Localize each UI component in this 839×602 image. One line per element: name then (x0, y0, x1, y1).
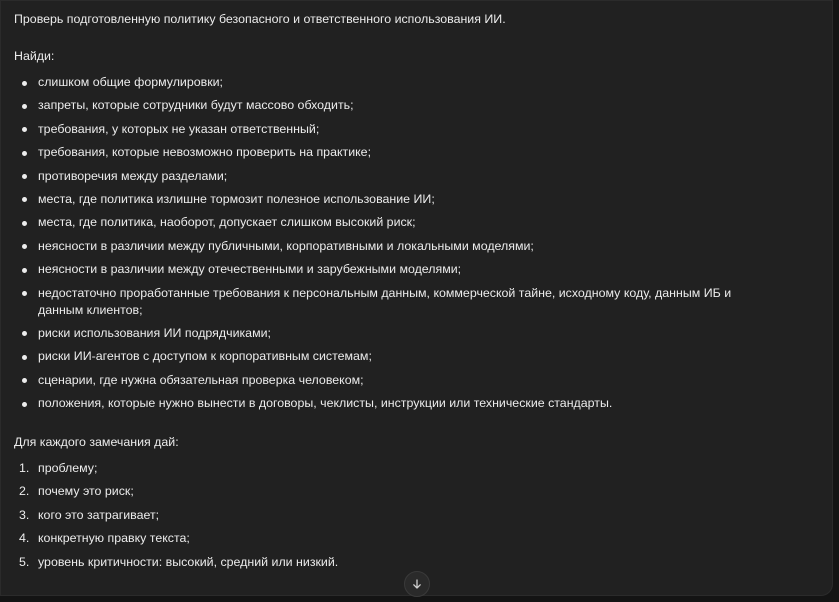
intro-text: Проверь подготовленную политику безопасного и ответственного использования ИИ. (14, 12, 506, 26)
each-list-item (14, 530, 814, 547)
find-list-item (14, 121, 814, 138)
find-list-item (14, 168, 814, 185)
bullet-icon (22, 268, 27, 273)
find-list-item (14, 348, 814, 365)
find-list-item (14, 97, 814, 114)
each-list-item (14, 483, 814, 500)
find-list-item (14, 372, 814, 389)
arrow-down-icon (411, 578, 423, 590)
find-item-text: требования, которые невозможно проверить на практике; (38, 145, 372, 160)
find-list-item (14, 285, 814, 319)
bullet-icon (22, 378, 27, 383)
find-item-text: неясности в различии между публичными, корпоративными и локальными моделями; (38, 238, 534, 253)
find-item-text: неясности в различии между отечественными и зарубежными моделями; (38, 262, 462, 277)
find-item-text: слишком общие формулировки; (38, 75, 223, 89)
find-list-item (14, 395, 814, 412)
find-item-text: риски использования ИИ подрядчиками; (38, 325, 271, 340)
bullet-icon (22, 221, 27, 226)
each-item-text: уровень критичности: высокий, средний или низкий. (38, 554, 339, 569)
each-item-text: конкретную правку текста; (38, 531, 190, 546)
find-item-text: требования, у которых не указан ответственный; (38, 121, 320, 136)
bullet-icon (22, 244, 27, 249)
bullet-icon (22, 151, 27, 156)
bullet-icon (22, 355, 27, 360)
find-list-item (14, 191, 814, 208)
each-list (14, 460, 814, 571)
bullet-icon (22, 197, 27, 202)
item-number: 3. (19, 507, 30, 522)
each-list-item (14, 507, 814, 524)
message-content (14, 11, 814, 577)
find-list-item (14, 74, 814, 91)
bullet-icon (22, 174, 27, 179)
each-item-text: проблему; (38, 461, 98, 476)
each-item-text: кого это затрагивает; (38, 507, 160, 522)
find-list-item (14, 261, 814, 278)
find-item-text: недостаточно проработанные требования к персональным данным, коммерческой тайне, исходному коду, данным ИБ и данным клиентов; (38, 285, 732, 317)
find-heading: Найди: (14, 49, 55, 63)
find-item-text: положения, которые нужно вынести в договоры, чеклисты, инструкции или технические стандарты. (38, 396, 613, 411)
find-item-text: сценарии, где нужна обязательная проверка человеком; (38, 372, 364, 387)
find-list (14, 74, 814, 412)
bullet-icon (22, 81, 27, 86)
bullet-icon (22, 402, 27, 407)
find-item-text: места, где политика, наоборот, допускает слишком высокий риск; (38, 215, 416, 230)
find-item-text: запреты, которые сотрудники будут массово обходить; (38, 98, 354, 113)
find-item-text: места, где политика излишне тормозит полезное использование ИИ; (38, 191, 435, 206)
find-item-text: риски ИИ-агентов с доступом к корпоративным системам; (38, 349, 372, 364)
find-item-text: противоречия между разделами; (38, 168, 228, 183)
scroll-to-bottom-button[interactable] (404, 571, 430, 597)
each-list-item (14, 460, 814, 477)
item-number: 2. (19, 484, 30, 499)
bullet-icon (22, 127, 27, 132)
find-list-item (14, 238, 814, 255)
item-number: 4. (19, 531, 30, 546)
item-number: 5. (19, 554, 30, 569)
bullet-icon (22, 104, 27, 109)
find-list-item (14, 214, 814, 231)
each-list-item (14, 554, 814, 571)
each-item-text: почему это риск; (38, 484, 134, 499)
find-list-item (14, 325, 814, 342)
find-list-item (14, 144, 814, 161)
item-number: 1. (19, 461, 30, 476)
each-heading: Для каждого замечания дай: (14, 435, 179, 450)
bullet-icon (22, 291, 27, 296)
bullet-icon (22, 331, 27, 336)
